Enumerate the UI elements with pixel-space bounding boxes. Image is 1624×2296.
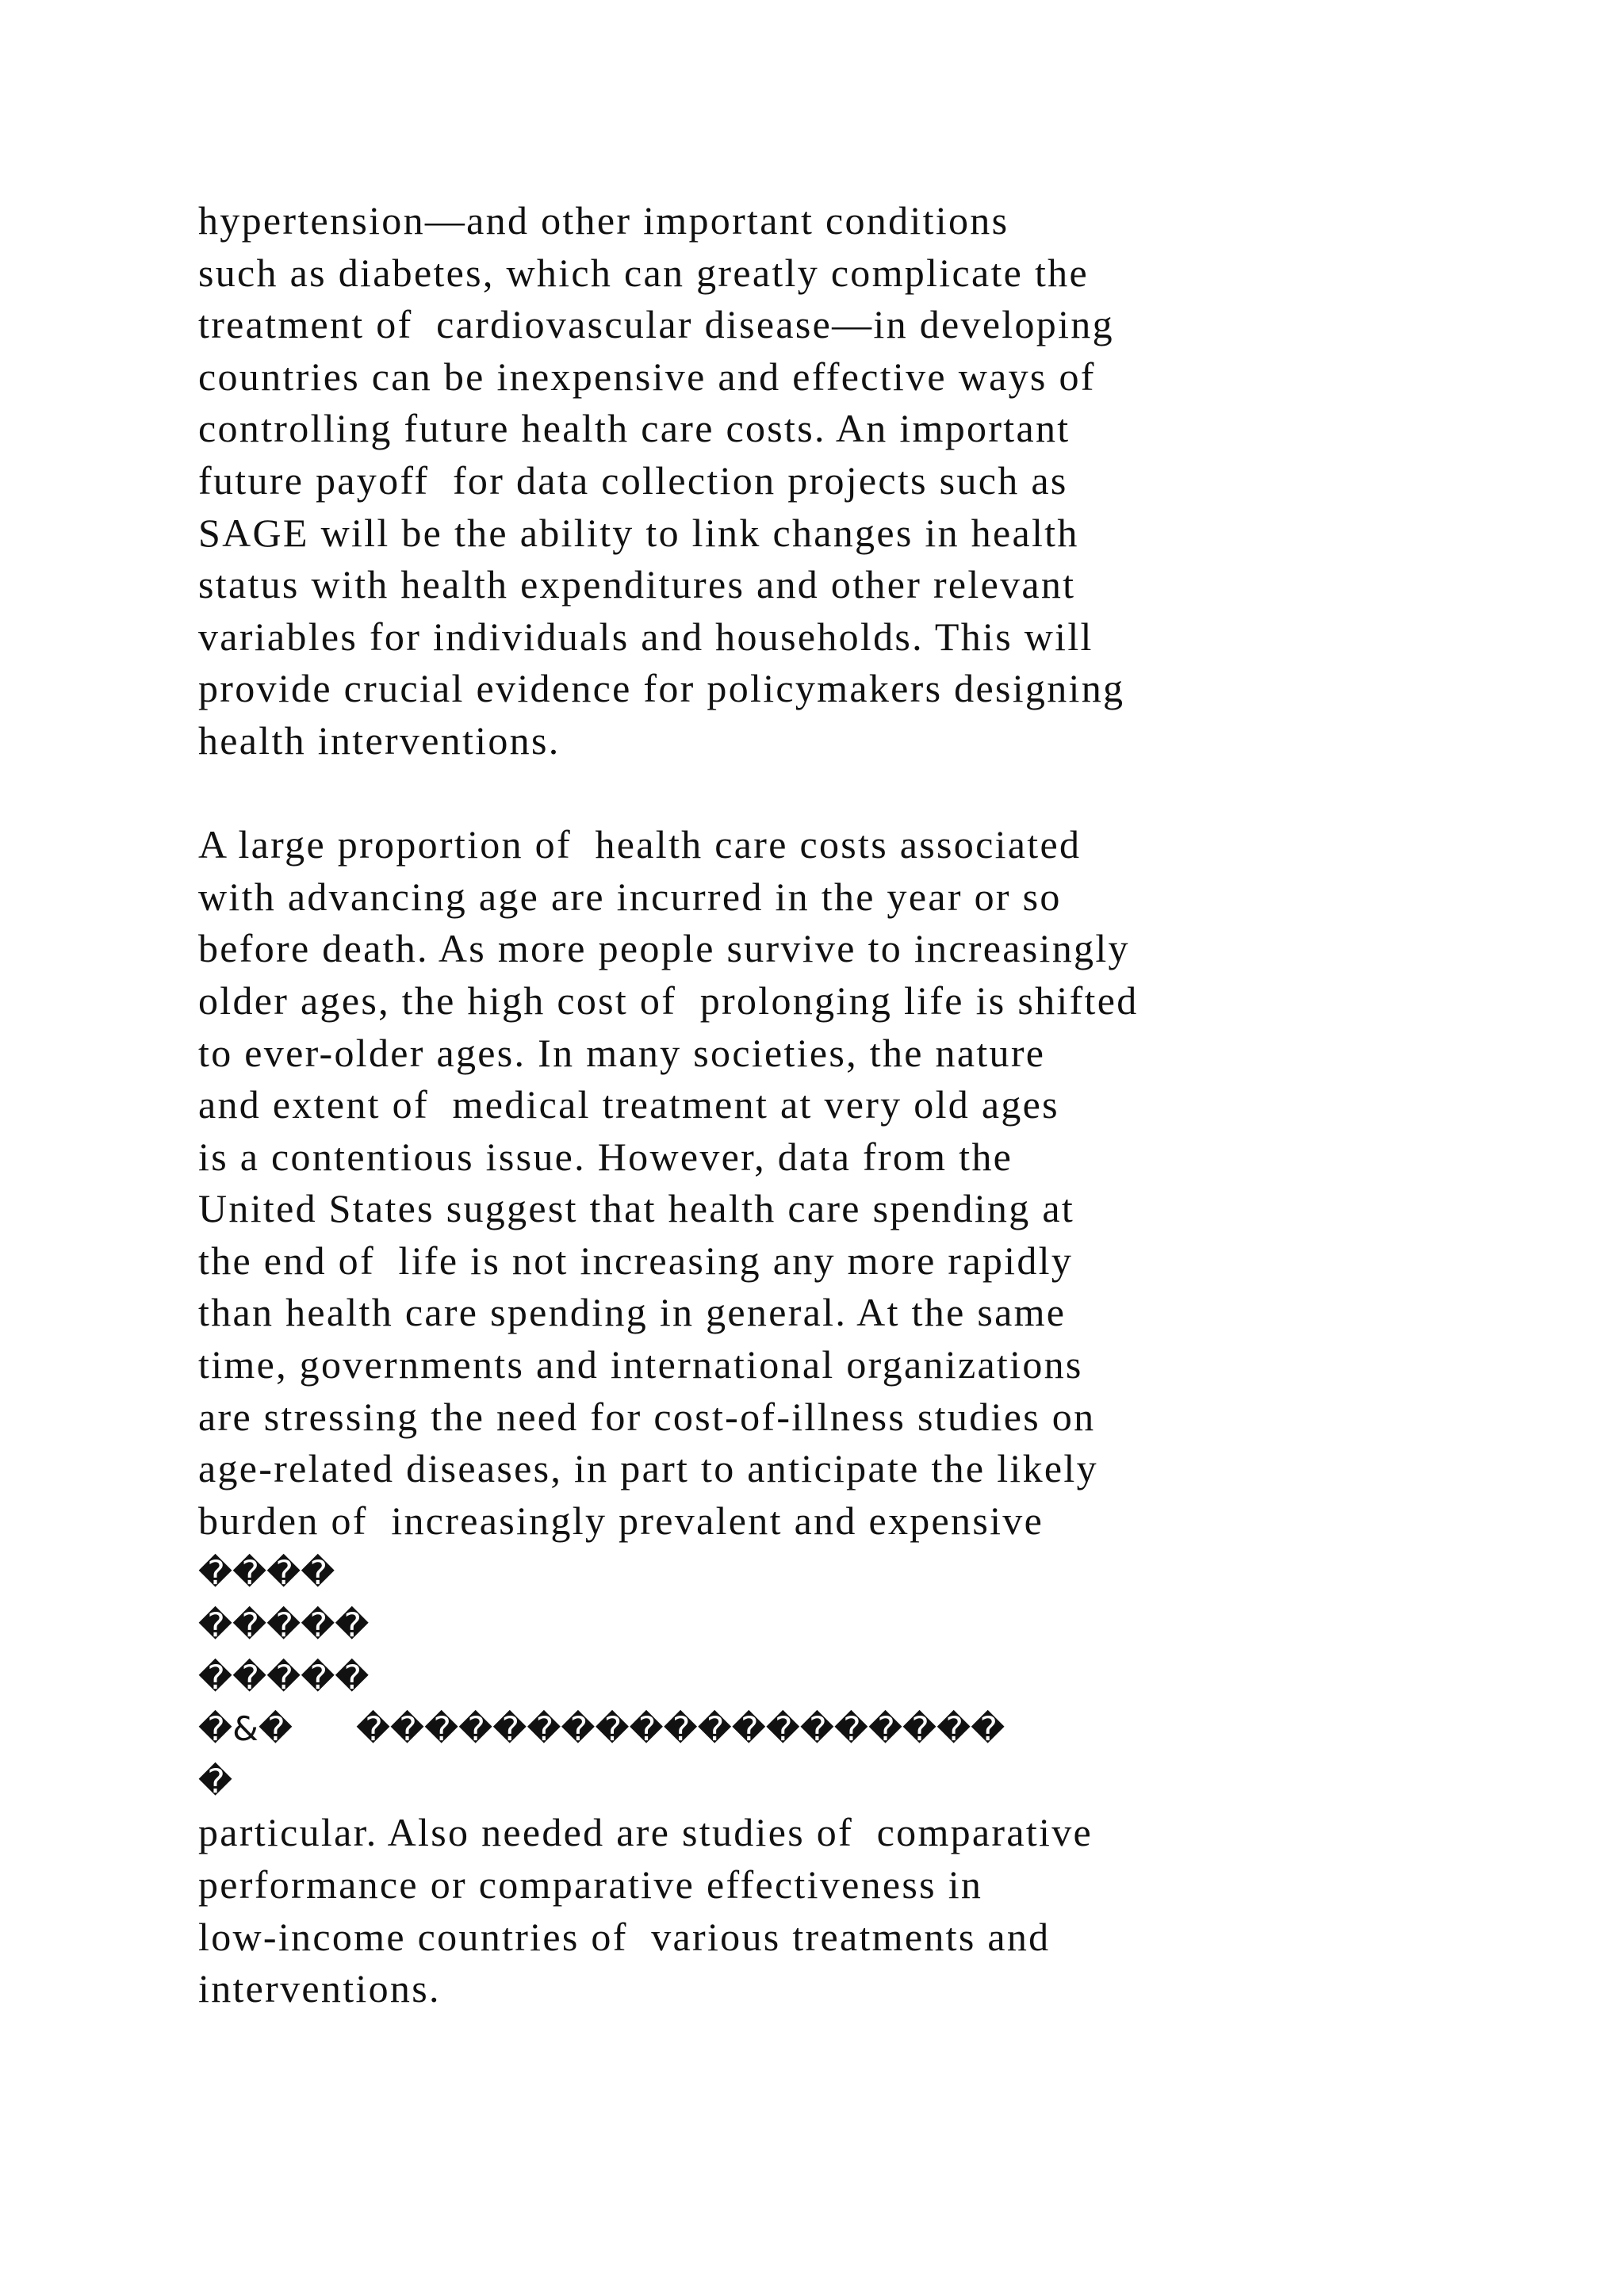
document-page [198,195,1546,2015]
text-line: variables for individuals and households. This will [198,614,1094,659]
text-line: with advancing age are incurred in the year or so [198,874,1062,919]
garbled-line: ���� [198,1553,335,1593]
garbled-glyphs [198,1547,1546,1807]
text-line: United States suggest that health care spending at [198,1186,1075,1231]
paragraph-1 [198,195,1546,767]
paragraph-gap [198,767,1546,820]
text-line: burden of increasingly prevalent and expensive [198,1498,1044,1543]
garbled-line: �&� ������������������� [198,1709,1005,1749]
text-line: are stressing the need for cost-of-illness studies on [198,1394,1096,1439]
text-line: interventions. [198,1966,441,2011]
text-line: such as diabetes, which can greatly complicate the [198,250,1089,295]
text-line: future payoff for data collection projects such as [198,457,1068,503]
text-line: to ever-older ages. In many societies, the nature [198,1030,1046,1075]
text-line: A large proportion of health care costs associated [198,822,1082,867]
text-line: older ages, the high cost of prolonging life is shifted [198,978,1139,1023]
text-line: time, governments and international organizations [198,1342,1083,1387]
garbled-line: � [198,1761,233,1800]
text-line: particular. Also needed are studies of comparative [198,1810,1094,1855]
text-line: treatment of cardiovascular disease—in developing [198,302,1114,347]
text-line: than health care spending in general. At the same [198,1290,1067,1335]
text-line: age-related diseases, in part to anticipate the likely [198,1446,1098,1491]
text-line: is a contentious issue. However, data from the [198,1134,1013,1179]
text-line: low-income countries of various treatments and [198,1914,1051,1959]
text-line: the end of life is not increasing any more rapidly [198,1238,1074,1283]
text-line: SAGE will be the ability to link changes in health [198,510,1079,555]
text-line: and extent of medical treatment at very old ages [198,1082,1059,1127]
text-line: controlling future health care costs. An important [198,406,1071,451]
text-line: before death. As more people survive to increasingly [198,926,1130,971]
text-line: provide crucial evidence for policymakers designing [198,666,1125,711]
text-line: countries can be inexpensive and effective ways of [198,354,1096,399]
text-line: hypertension—and other important conditions [198,198,1009,243]
text-line: performance or comparative effectiveness in [198,1862,983,1907]
garbled-line: ����� [198,1605,370,1645]
paragraph-2 [198,819,1546,1547]
text-line: health interventions. [198,718,561,763]
paragraph-3 [198,1807,1546,2015]
garbled-line: ����� [198,1657,370,1697]
text-line: status with health expenditures and other relevant [198,562,1076,607]
